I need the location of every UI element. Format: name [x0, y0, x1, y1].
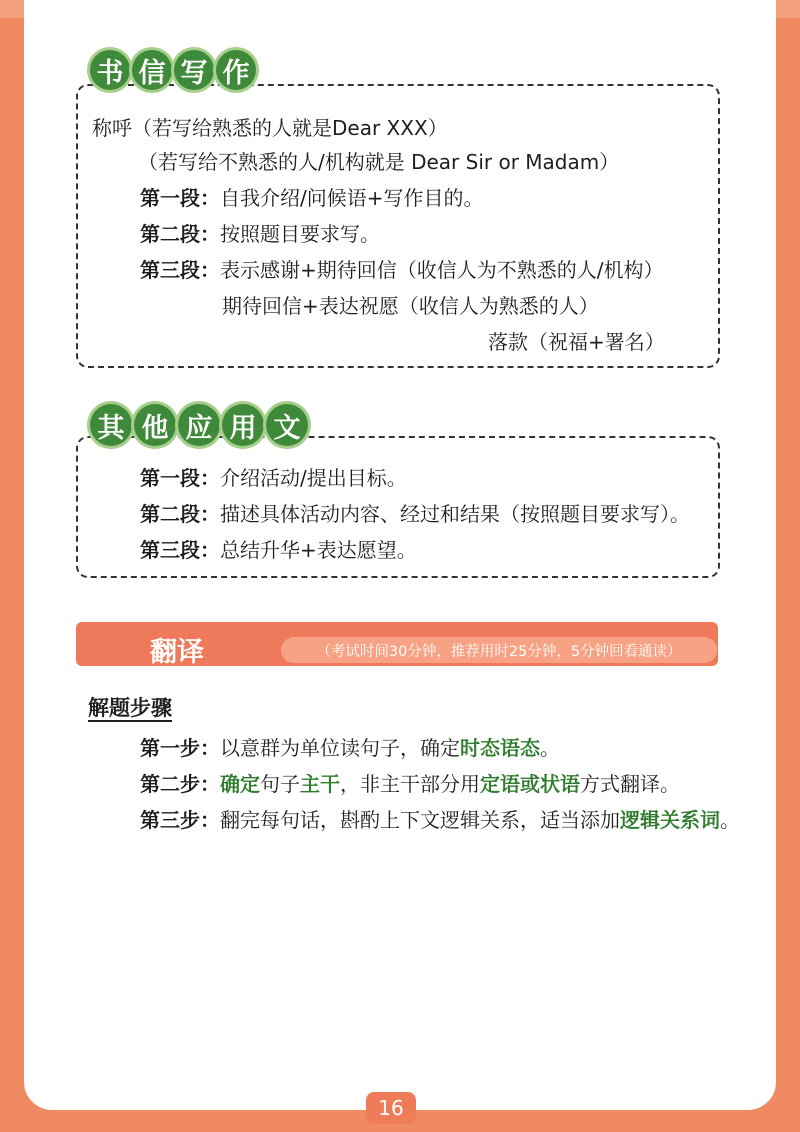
paragraph-text: 描述具体活动内容、经过和结果（按照题目要求写）。 [220, 502, 690, 526]
highlight-text: 时态语态 [460, 736, 540, 760]
title-char: 写 [174, 50, 214, 90]
paragraph-text: 介绍活动/提出目标。 [220, 466, 407, 490]
step-text: 以意群为单位读句子，确定 [220, 736, 460, 760]
paragraph-label: 第一段： [140, 466, 220, 490]
title-char: 应 [178, 404, 220, 446]
highlight-text: 主干 [300, 772, 340, 796]
title-char: 作 [216, 50, 256, 90]
paragraph-label: 第三段： [140, 258, 220, 282]
paragraph-3 [140, 260, 664, 280]
paragraph-text: 表示感谢+期待回信（收信人为不熟悉的人/机构） [220, 258, 664, 282]
paragraph-text: 总结升华+表达愿望。 [220, 538, 417, 562]
step-label: 第二步： [140, 772, 220, 796]
step-3 [140, 810, 740, 830]
paragraph-label: 第二段： [140, 502, 220, 526]
title-char: 用 [222, 404, 264, 446]
step-text: ，非主干部分用 [340, 772, 480, 796]
step-label: 第一步： [140, 736, 220, 760]
step-text: 句子 [260, 772, 300, 796]
highlight-text: 逻辑关系词 [620, 808, 720, 832]
paragraph-label: 第三段： [140, 538, 220, 562]
title-char: 书 [90, 50, 130, 90]
other-writing-title [90, 404, 308, 446]
step-text: 。 [540, 736, 560, 760]
step-text: 翻完每句话，斟酌上下文逻辑关系，适当添加 [220, 808, 620, 832]
step-1 [140, 738, 560, 758]
title-char: 他 [134, 404, 176, 446]
title-char: 信 [132, 50, 172, 90]
paragraph-text: 按照题目要求写。 [220, 222, 380, 246]
step-label: 第三步： [140, 808, 220, 832]
letter-writing-title [90, 50, 256, 90]
translation-title: 翻译 [150, 637, 204, 668]
step-text: 。 [720, 808, 740, 832]
paragraph-label: 第二段： [140, 222, 220, 246]
paragraph-3-alt: 期待回信+表达祝愿（收信人为熟悉的人） [222, 294, 599, 318]
page-number: 16 [366, 1092, 416, 1124]
step-text: 方式翻译。 [580, 772, 680, 796]
paragraph-label: 第一段： [140, 186, 220, 210]
translation-time-note: （考试时间30分钟，推荐用时25分钟，5分钟回看通读） [281, 637, 717, 663]
highlight-text: 确定 [220, 772, 260, 796]
title-char: 文 [266, 404, 308, 446]
salutation-line: 称呼（若写给熟悉的人就是Dear XXX） [92, 116, 448, 140]
paragraph-2 [140, 224, 380, 244]
paragraph-2 [140, 504, 690, 524]
highlight-text: 定语或状语 [480, 772, 580, 796]
title-char: 其 [90, 404, 132, 446]
paragraph-1 [140, 188, 484, 208]
step-2 [140, 774, 680, 794]
paragraph-3 [140, 540, 417, 560]
steps-heading: 解题步骤 [88, 696, 172, 720]
paragraph-1 [140, 468, 407, 488]
salutation-line-2: （若写给不熟悉的人/机构就是 Dear Sir or Madam） [138, 150, 620, 174]
closing-line: 落款（祝福+署名） [488, 330, 665, 354]
paragraph-text: 自我介绍/问候语+写作目的。 [220, 186, 484, 210]
